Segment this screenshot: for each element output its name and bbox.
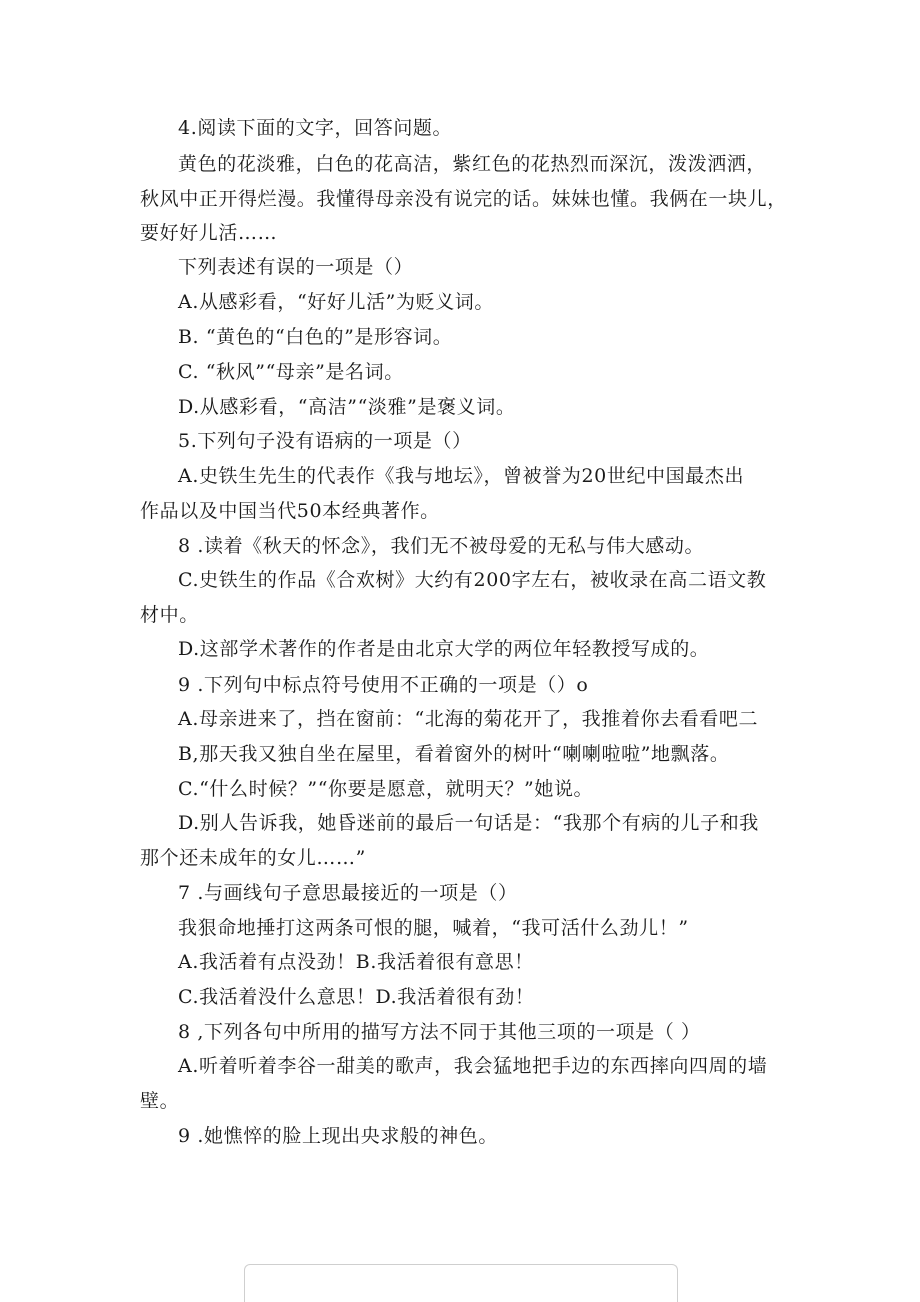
question-4-option-c: C. “秋风”“母亲”是名词。 xyxy=(178,361,404,383)
passage-line-1: 黄色的花淡雅，白色的花高洁，紫红色的花热烈而深沉，泼泼洒洒， xyxy=(178,153,767,175)
question-4-option-d: D.从感彩看，“高洁”“淡雅”是褒义词。 xyxy=(178,396,516,418)
question-8-option-a-cont: 壁。 xyxy=(140,1090,180,1112)
footer-tab-box xyxy=(244,1264,678,1302)
question-4-heading: 4.阅读下面的文字，回答问题。 xyxy=(178,117,453,139)
question-7-quote: 我狠命地捶打这两条可恨的腿，喊着，“我可活什么劲儿！” xyxy=(178,917,689,939)
passage-line-3: 要好好儿活…… xyxy=(140,222,278,244)
question-4-prompt: 下列表述有误的一项是（） xyxy=(178,256,414,278)
question-5-option-c-cont: 材中。 xyxy=(140,604,199,626)
question-8-option-a: A.听着听着李谷一甜美的歌声，我会猛地把手边的东西摔向四周的墙 xyxy=(178,1055,768,1077)
question-6-heading: 9 .下列句中标点符号使用不正确的一项是（）o xyxy=(178,674,589,696)
question-5-option-c: C.史铁生的作品《合欢树》大约有200字左右，被收录在高二语文教 xyxy=(178,569,767,591)
question-4-option-b: B. “黄色的“白色的”是形容词。 xyxy=(178,326,453,348)
question-6-option-a: A.母亲进来了，挡在窗前：“北海的菊花开了，我推着你去看看吧二 xyxy=(178,708,759,730)
question-6-option-b: B,那天我又独自坐在屋里，看着窗外的树叶“喇喇啦啦”地飘落。 xyxy=(178,743,730,765)
passage-line-2: 秋风中正开得烂漫。我懂得母亲没有说完的话。妹妹也懂。我俩在一块儿， xyxy=(140,188,787,210)
question-7-heading: 7 .与画线句子意思最接近的一项是（） xyxy=(178,882,518,904)
question-5-option-a: A.史铁生先生的代表作《我与地坛》，曾被誉为20世纪中国最杰出 xyxy=(178,465,745,487)
question-5-option-a-cont: 作品以及中国当代50本经典著作。 xyxy=(140,500,440,522)
question-6-option-c: C.“什么时候？”“你要是愿意，就明天？”她说。 xyxy=(178,778,594,800)
question-6-option-d: D.别人告诉我，她昏迷前的最后一句话是：“我那个有病的儿子和我 xyxy=(178,812,759,834)
question-4-option-a: A.从感彩看，“好好儿活”为贬义词。 xyxy=(178,291,494,313)
question-8-heading: 8 ,下列各句中所用的描写方法不同于其他三项的一项是（ ） xyxy=(178,1021,701,1043)
question-5-option-d: D.这部学术著作的作者是由北京大学的两位年轻教授写成的。 xyxy=(178,638,710,660)
question-7-options-ab: A.我活着有点没劲！B.我活着很有意思！ xyxy=(178,951,534,973)
question-6-option-d-cont: 那个还未成年的女儿……” xyxy=(140,847,366,869)
question-8-option-b: 9 .她憔悴的脸上现出央求般的神色。 xyxy=(178,1125,498,1147)
question-5-option-b: 8 .读着《秋天的怀念》，我们无不被母爱的无私与伟大感动。 xyxy=(178,535,705,557)
question-7-options-cd: C.我活着没什么意思！D.我活着很有劲！ xyxy=(178,986,535,1008)
question-5-heading: 5.下列句子没有语病的一项是（） xyxy=(178,430,472,452)
